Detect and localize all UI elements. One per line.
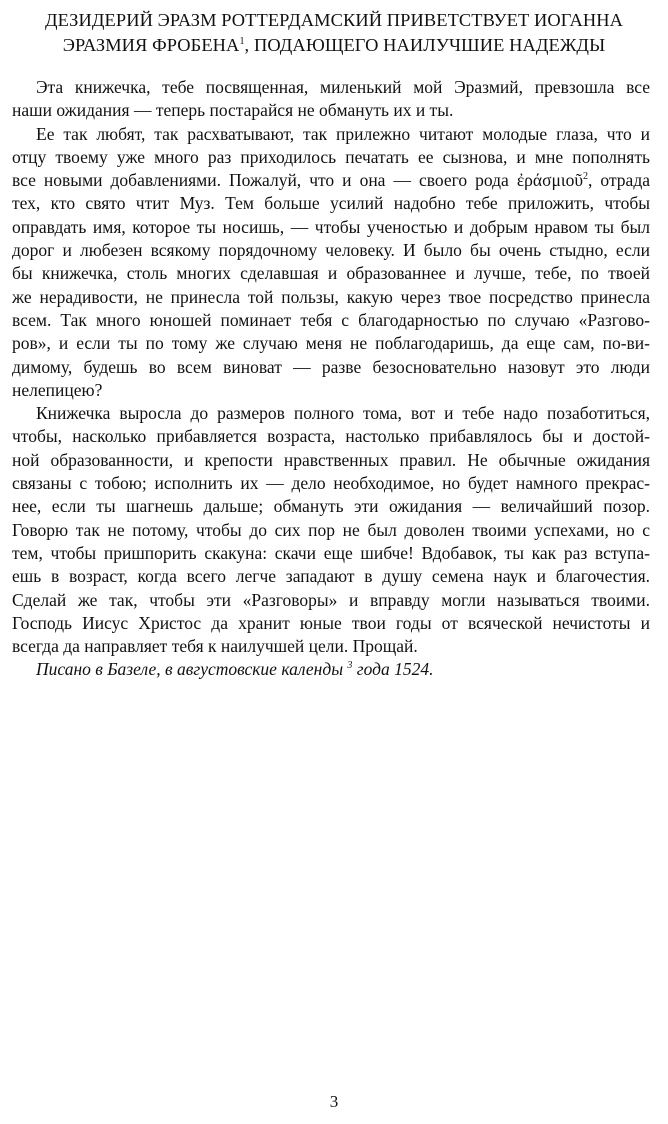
text-line: бы книжечка, столь многих сделавшая и образованнее и лучше, тебе, по твоей (12, 263, 650, 284)
footnote-ref-3: 3 (347, 660, 353, 672)
heading-line-2 (20, 33, 648, 58)
text-line: димому, будешь во всем виноват — разве безосновательно назовут это люди (12, 356, 650, 377)
text-line: тем, чтобы пришпорить скакуна: скачи еще шибче! Вдобавок, ты как раз вступа- (12, 542, 650, 563)
paragraph-2 (12, 123, 650, 403)
text-line: наши ожидания — теперь постарайся не обмануть их и ты. (12, 100, 454, 121)
text-line: тех, кто свято чтит Муз. Тем больше усилий надобно тебе приложить, чтобы (12, 193, 650, 214)
letter-body (12, 76, 650, 682)
text-fragment: все новыми добавлениями. Пожалуй, что и она — своего рода (12, 170, 517, 191)
text-line: всегда да направляет тебя к наилучшей цели. Прощай. (12, 636, 418, 657)
text-line: дорог и любезен всякому порядочному человеку. И было бы очень стыдно, если (12, 240, 650, 261)
heading-line-2-text: ЭРАЗМИЯ ФРОБЕНА (62, 35, 240, 55)
paragraph-3 (12, 402, 650, 658)
text-line: ной образованности, и крепости нравственных правил. Не обычные ожидания (12, 449, 650, 470)
text-line: Эта книжечка, тебе посвященная, миленький мой Эразмий, превзошла все (36, 77, 650, 97)
text-line: Книжечка выросла до размеров полного тома, вот и тебе надо позаботиться, (36, 403, 650, 424)
text-line: Господь Иисус Христос да хранит юные твои годы от всяческой нечистоты и (12, 612, 650, 633)
dateline (12, 658, 650, 681)
text-line-with-greek (12, 169, 650, 192)
heading-line-2-rest: , ПОДАЮЩЕГО НАИЛУЧШИЕ НАДЕЖДЫ (244, 35, 606, 55)
text-line: отцу твоему уже много раз приходилось печатать ее сызнова, и мне пополнять (12, 146, 650, 167)
page-number: 3 (329, 1092, 339, 1111)
text-line: оправдать имя, которое ты носишь, — чтобы ученостью и добрым нравом ты был (12, 216, 650, 237)
chapter-heading (20, 8, 648, 58)
text-line: ешь в возраст, когда всего легче западают в душу семена наук и благочестия. (12, 566, 650, 587)
text-line: всем. Так много юношей поминает тебя с благодарностью по случаю «Разгово- (12, 309, 650, 330)
greek-word: ἐράσμιοῦ (516, 170, 584, 191)
dateline-year: года 1524. (352, 659, 434, 680)
text-line: Ее так любят, так расхватывают, так прилежно читают молодые глаза, что и (36, 123, 650, 144)
text-line: же нерадивости, не принесла той пользы, какую через твое посредство принесла (12, 286, 650, 307)
text-fragment: , отрада (588, 170, 650, 191)
footnote-ref-1: 1 (239, 36, 245, 47)
text-line: ров», и если ты по тому же случаю меня не поблагодаришь, да еще сам, по-ви- (12, 333, 650, 354)
dateline-text: Писано в Базеле, в августовские календы (36, 659, 348, 680)
text-line: Сделай же так, чтобы эти «Разговоры» и вправду могли называться твоими. (12, 589, 650, 610)
text-line: связаны с тобою; исполнить их — дело необходимое, но будет намного прекрас- (12, 473, 650, 494)
text-line: Говорю так не потому, чтобы до сих пор не был доволен твоими успехами, но с (12, 519, 650, 540)
text-line: нее, если ты шагнешь дальше; обмануть эти ожидания — величайший позор. (12, 496, 650, 517)
paragraph-1 (12, 76, 650, 123)
text-line: чтобы, насколько прибавляется возраста, настолько прибавлялось бы и достой- (12, 426, 650, 447)
text-line: нелепицею? (12, 379, 103, 400)
heading-line-1: ДЕЗИДЕРИЙ ЭРАЗМ РОТТЕРДАМСКИЙ ПРИВЕТСТВУЕТ ИОГАННА (44, 10, 623, 30)
footnote-ref-2: 2 (583, 171, 589, 183)
